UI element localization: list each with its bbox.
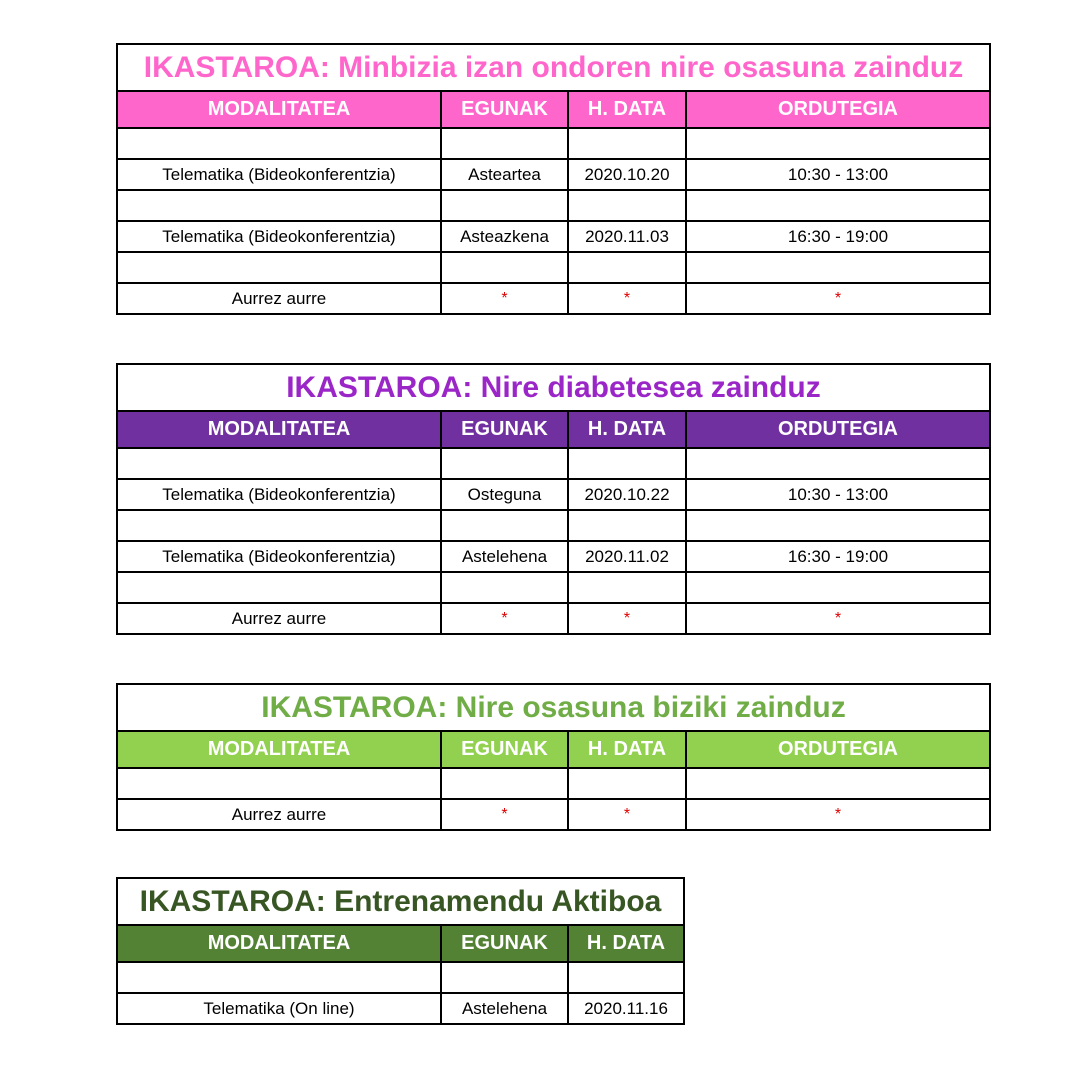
mode-cell	[118, 190, 441, 221]
date-cell	[568, 128, 686, 159]
mode-cell	[118, 128, 441, 159]
header-modalitatea: MODALITATEA	[118, 926, 441, 962]
course-title: IKASTAROA: Minbizia izan ondoren nire osasuna zainduz	[118, 45, 989, 92]
mode-cell: Telematika (Bideokonferentzia)	[118, 541, 441, 572]
day-cell	[441, 448, 568, 479]
day-cell: Asteartea	[441, 159, 568, 190]
time-cell: 16:30 - 19:00	[686, 541, 989, 572]
time-cell	[686, 252, 989, 283]
time-cell: 16:30 - 19:00	[686, 221, 989, 252]
day-cell: Osteguna	[441, 479, 568, 510]
course-title: IKASTAROA: Nire osasuna biziki zainduz	[118, 685, 989, 732]
table-row	[118, 510, 989, 541]
day-cell	[441, 252, 568, 283]
day-cell	[441, 768, 568, 799]
time-cell: *	[686, 283, 989, 313]
time-cell	[686, 768, 989, 799]
time-cell: 10:30 - 13:00	[686, 479, 989, 510]
date-cell	[568, 768, 686, 799]
header-ordutegia: ORDUTEGIA	[686, 732, 989, 768]
table-row	[118, 128, 989, 159]
date-cell	[568, 510, 686, 541]
time-cell	[686, 190, 989, 221]
date-cell	[568, 190, 686, 221]
date-cell: 2020.11.16	[568, 993, 683, 1023]
day-cell: *	[441, 283, 568, 313]
mode-cell: Aurrez aurre	[118, 283, 441, 313]
time-cell: *	[686, 603, 989, 633]
date-cell	[568, 962, 683, 993]
time-cell	[686, 448, 989, 479]
date-cell: 2020.10.20	[568, 159, 686, 190]
schedule-table	[118, 732, 989, 829]
mode-cell	[118, 768, 441, 799]
table-row	[118, 252, 989, 283]
header-egunak: EGUNAK	[441, 412, 568, 448]
table-row	[118, 768, 989, 799]
course-title: IKASTAROA: Entrenamendu Aktiboa	[118, 879, 683, 926]
header-data: H. DATA	[568, 732, 686, 768]
table-row	[118, 283, 989, 313]
header-modalitatea: MODALITATEA	[118, 92, 441, 128]
time-cell: 10:30 - 13:00	[686, 159, 989, 190]
day-cell: *	[441, 799, 568, 829]
table-row	[118, 159, 989, 190]
table-row	[118, 993, 683, 1023]
day-cell	[441, 572, 568, 603]
header-modalitatea: MODALITATEA	[118, 412, 441, 448]
day-cell: Astelehena	[441, 541, 568, 572]
time-cell	[686, 510, 989, 541]
day-cell: Asteazkena	[441, 221, 568, 252]
mode-cell	[118, 252, 441, 283]
time-cell	[686, 572, 989, 603]
table-row	[118, 479, 989, 510]
date-cell: 2020.11.02	[568, 541, 686, 572]
course-table-entrenamendu	[116, 877, 685, 1025]
day-cell	[441, 510, 568, 541]
date-cell	[568, 572, 686, 603]
header-ordutegia: ORDUTEGIA	[686, 412, 989, 448]
mode-cell	[118, 510, 441, 541]
header-data: H. DATA	[568, 92, 686, 128]
time-cell	[686, 128, 989, 159]
mode-cell: Aurrez aurre	[118, 799, 441, 829]
date-cell: 2020.10.22	[568, 479, 686, 510]
schedule-table	[118, 412, 989, 633]
course-title: IKASTAROA: Nire diabetesea zainduz	[118, 365, 989, 412]
mode-cell	[118, 962, 441, 993]
date-cell	[568, 448, 686, 479]
header-data: H. DATA	[568, 926, 683, 962]
header-egunak: EGUNAK	[441, 92, 568, 128]
header-egunak: EGUNAK	[441, 926, 568, 962]
header-egunak: EGUNAK	[441, 732, 568, 768]
table-row	[118, 448, 989, 479]
schedule-table	[118, 926, 683, 1023]
course-table-diabetesea	[116, 363, 991, 635]
header-modalitatea: MODALITATEA	[118, 732, 441, 768]
table-row	[118, 221, 989, 252]
day-cell	[441, 962, 568, 993]
mode-cell: Telematika (Bideokonferentzia)	[118, 159, 441, 190]
time-cell: *	[686, 799, 989, 829]
date-cell	[568, 252, 686, 283]
day-cell: *	[441, 603, 568, 633]
day-cell: Astelehena	[441, 993, 568, 1023]
schedule-table	[118, 92, 989, 313]
course-table-minbizia	[116, 43, 991, 315]
table-row	[118, 603, 989, 633]
table-row	[118, 962, 683, 993]
mode-cell: Telematika (Bideokonferentzia)	[118, 221, 441, 252]
table-row	[118, 541, 989, 572]
day-cell	[441, 128, 568, 159]
date-cell: *	[568, 799, 686, 829]
table-row	[118, 572, 989, 603]
table-row	[118, 190, 989, 221]
mode-cell: Telematika (Bideokonferentzia)	[118, 479, 441, 510]
mode-cell	[118, 448, 441, 479]
table-row	[118, 799, 989, 829]
header-ordutegia: ORDUTEGIA	[686, 92, 989, 128]
header-data: H. DATA	[568, 412, 686, 448]
mode-cell: Aurrez aurre	[118, 603, 441, 633]
mode-cell: Telematika (On line)	[118, 993, 441, 1023]
course-table-biziki	[116, 683, 991, 831]
date-cell: 2020.11.03	[568, 221, 686, 252]
date-cell: *	[568, 283, 686, 313]
day-cell	[441, 190, 568, 221]
date-cell: *	[568, 603, 686, 633]
mode-cell	[118, 572, 441, 603]
